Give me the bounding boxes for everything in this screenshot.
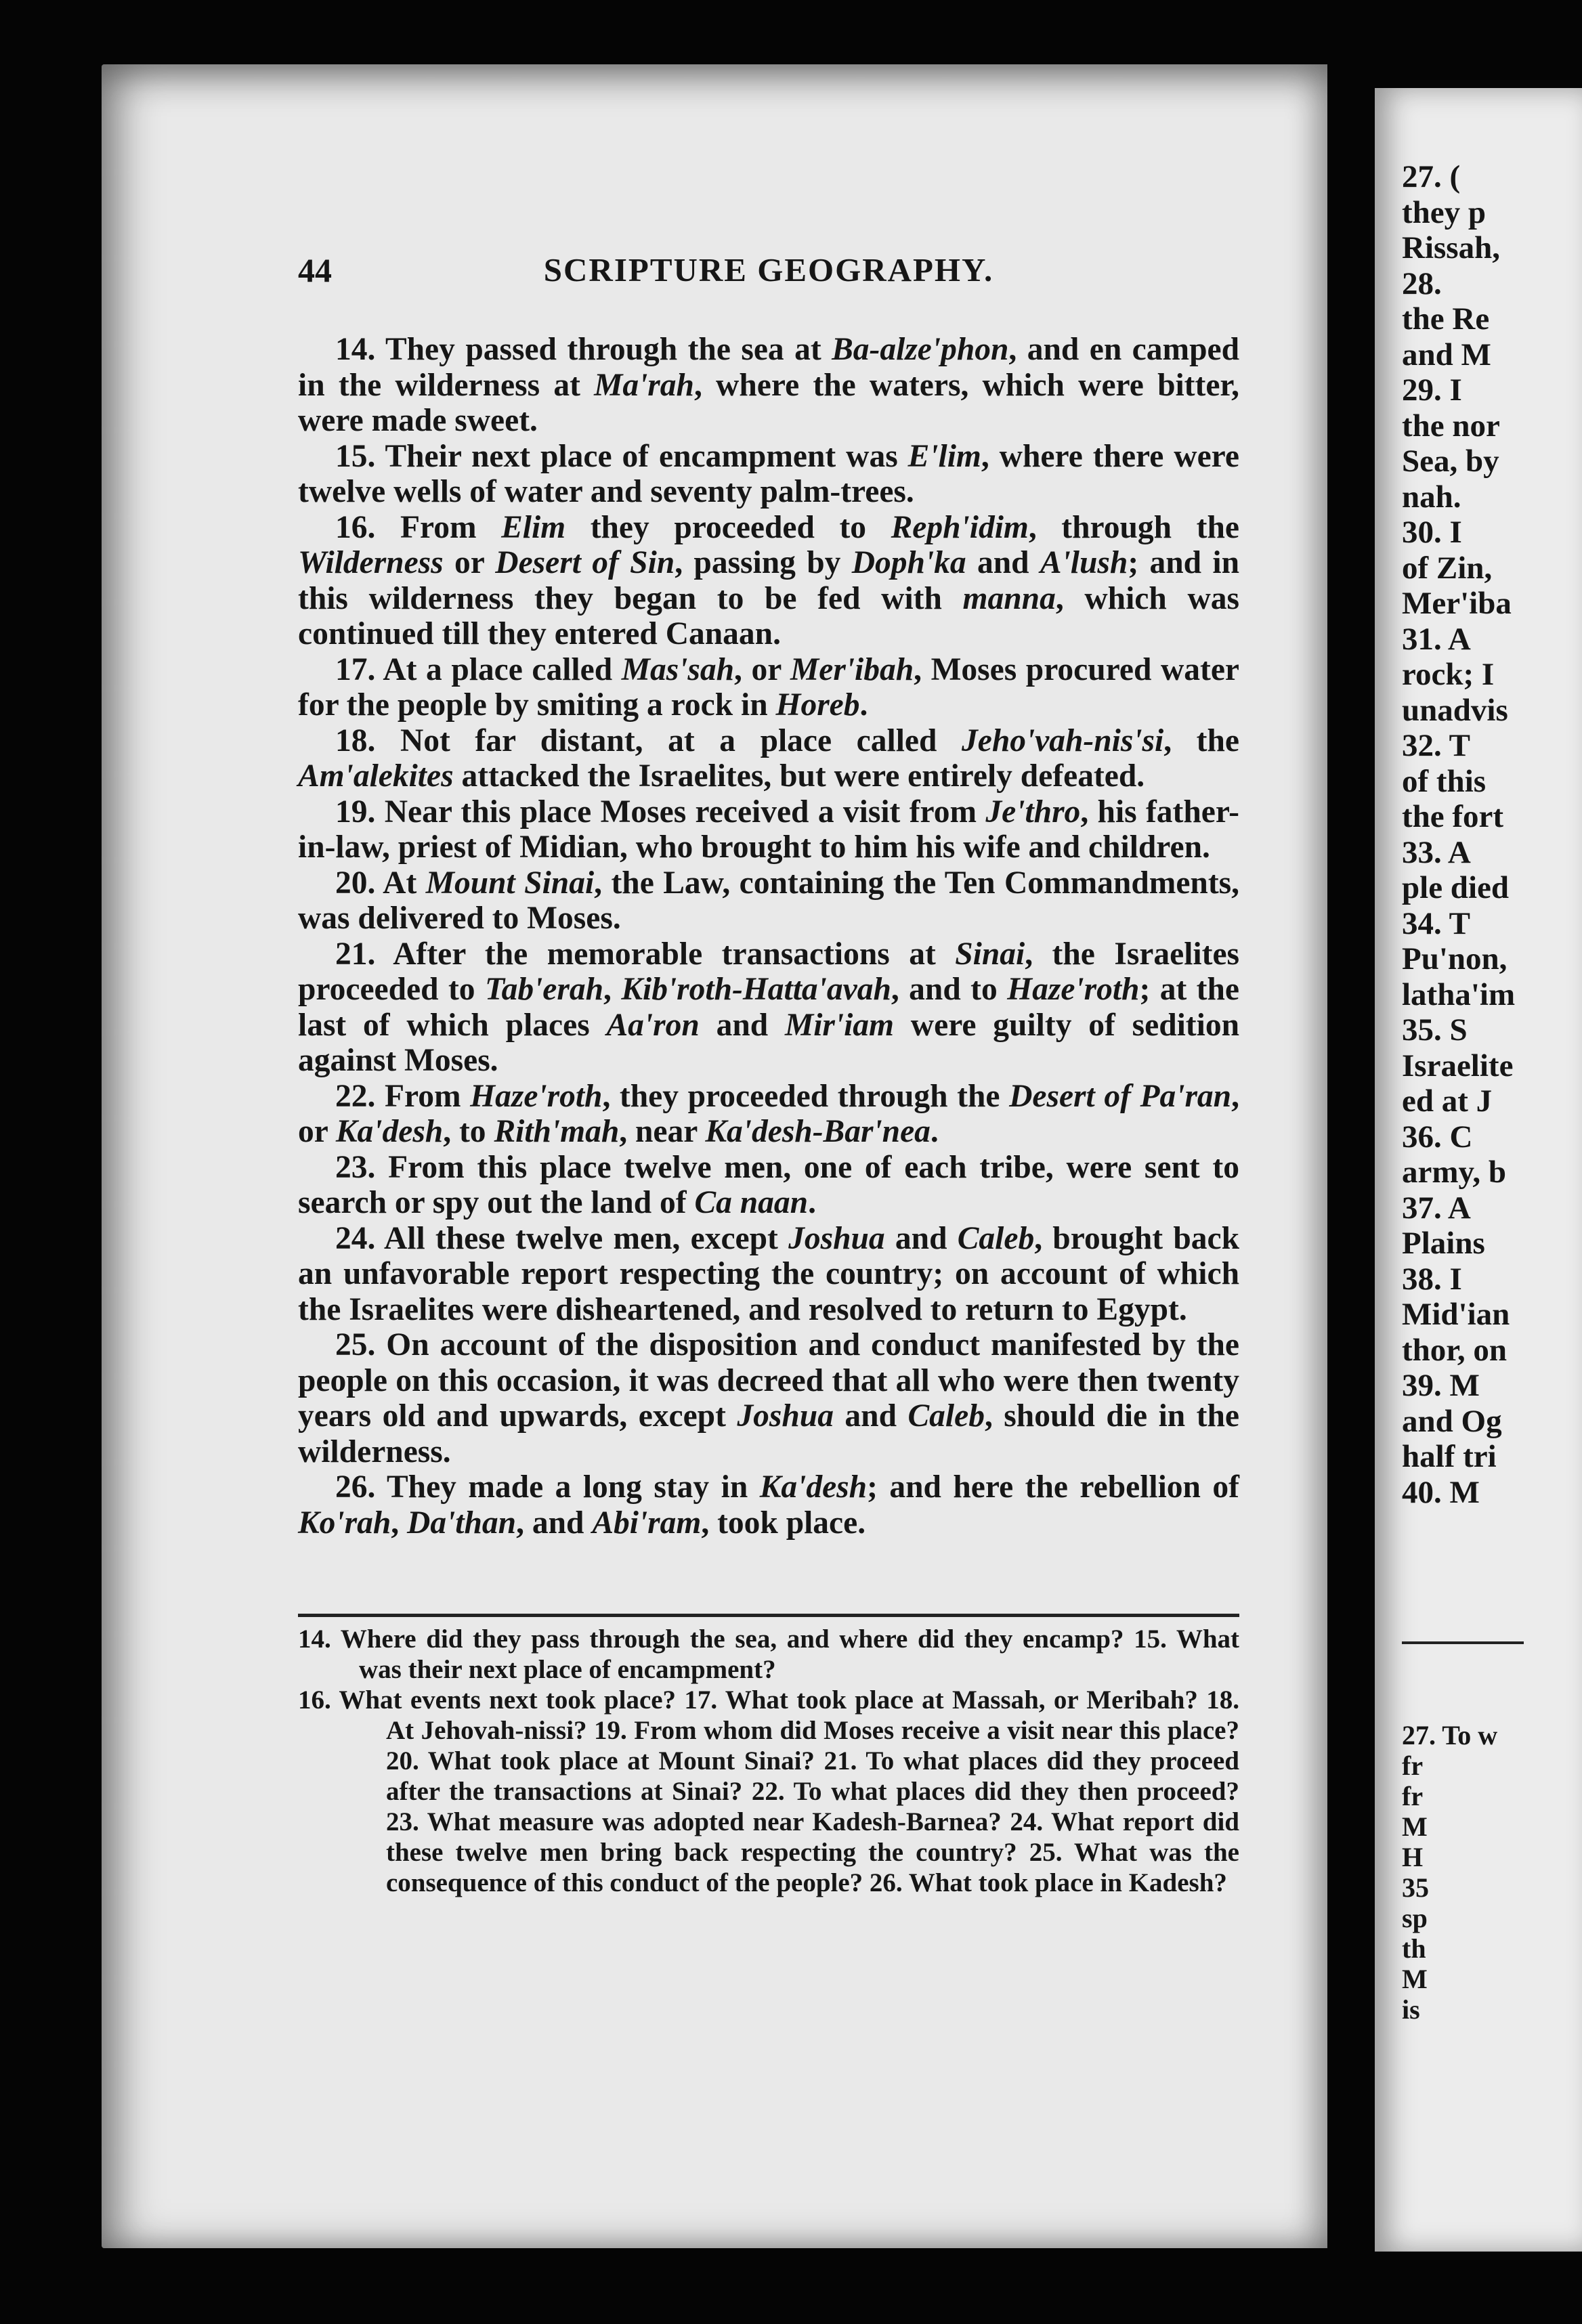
right-page-line: 31. A: [1402, 621, 1471, 657]
right-page-divider: [1402, 1641, 1524, 1644]
right-page-question-line: fr: [1402, 1750, 1424, 1781]
right-page-line: 39. M: [1402, 1368, 1480, 1403]
right-page-question-line: H: [1402, 1842, 1424, 1872]
right-page-line: 38. I: [1402, 1261, 1462, 1297]
paragraph: 16. From Elim they proceeded to Reph'idim, through the Wilderness or Desert of Sin, passing by Doph'ka and A'lush; and in this wilderness they began to be fed with manna, which was continued till they entered Canaan.: [298, 509, 1239, 651]
paragraph: 17. At a place called Mas'sah, or Mer'ibah, Moses procured water for the people by smiting a rock in Horeb.: [298, 651, 1239, 723]
right-page-question-line: 35: [1402, 1872, 1429, 1903]
page-number: 44: [298, 251, 332, 289]
right-page-line: and M: [1402, 337, 1491, 372]
right-page-line: of Zin,: [1402, 550, 1493, 586]
right-page-question-line: 27. To w: [1402, 1720, 1498, 1750]
right-page-question-line: fr: [1402, 1781, 1424, 1811]
paragraph: 14. They passed through the sea at Ba-alze'phon, and en camped in the wilderness at Ma'rah, where the waters, which were bitter, were made sweet.: [298, 332, 1240, 438]
right-page-line: 34. T: [1402, 905, 1470, 941]
right-page-line: 40. M: [1402, 1474, 1480, 1510]
right-page-line: Plains: [1402, 1226, 1485, 1261]
right-page-line: they p: [1402, 194, 1487, 230]
right-page-line: 35. S: [1402, 1012, 1468, 1048]
right-page-line: of this: [1402, 763, 1487, 799]
right-page-line: 33. A: [1402, 834, 1471, 870]
question-block: 16. What events next took place? 17. What took place at Massah, or Meribah? 18. At Jehovah-nissi? 19. From whom did Moses receive a visit near this place? 20. What took place at Mount Sinai? 21. To what places did they proceed after the transactions at Sinai? 22. To what places did they then proceed? 23. What measure was adopted near Kadesh-Barnea? 24. What report did these twelve men bring back respecting the country? 25. What was the consequence of this conduct of the people? 26. What took place in Kadesh?: [298, 1685, 1239, 1897]
review-questions: [298, 1624, 1239, 1898]
right-page-question-line: th: [1402, 1933, 1426, 1964]
right-page-question-line: is: [1402, 1994, 1420, 2025]
page-header: [298, 251, 1239, 298]
right-page-line: and Og: [1402, 1403, 1502, 1439]
right-page-line: Pu'non,: [1402, 941, 1508, 976]
right-page-line: nah.: [1402, 479, 1461, 515]
right-page-line: 36. C: [1402, 1119, 1473, 1155]
right-page-line: Rissah,: [1402, 230, 1500, 265]
paragraph: 20. At Mount Sinai, the Law, containing the Ten Commandments, was delivered to Moses.: [298, 865, 1240, 936]
paragraph: 18. Not far distant, at a place called Jeho'vah-nis'si, the Am'alekites attacked the Israelites, but were entirely defeated.: [298, 723, 1240, 794]
right-page-question-line: M: [1402, 1964, 1428, 1994]
right-page-line: Mid'ian: [1402, 1297, 1510, 1332]
right-page-line: 37. A: [1402, 1190, 1471, 1226]
right-page: [1375, 88, 1582, 2252]
right-page-line: half tri: [1402, 1439, 1497, 1474]
right-page-line: 30. I: [1402, 515, 1462, 550]
paragraph: 26. They made a long stay in Ka'desh; and here the rebellion of Ko'rah, Da'than, and Abi'ram, took place.: [298, 1469, 1239, 1541]
right-page-questions: [1402, 1720, 1497, 2025]
right-page-line: 27. (: [1402, 159, 1461, 194]
right-page-line: the nor: [1402, 408, 1500, 444]
paragraph: 19. Near this place Moses received a visit from Je'thro, his father-in-law, priest of Midian, who brought to him his wife and children.: [298, 794, 1240, 865]
paragraph: 23. From this place twelve men, one of each tribe, were sent to search or spy out the land of Ca naan.: [298, 1149, 1239, 1220]
right-page-line: ple died: [1402, 870, 1510, 905]
right-page-line: Sea, by: [1402, 444, 1499, 479]
question-block: 14. Where did they pass through the sea, and where did they encamp? 15. What was their next place of encampment?: [298, 1624, 1239, 1684]
right-page-question-line: M: [1402, 1811, 1428, 1842]
paragraph: 21. After the memorable transactions at Sinai, the Israelites proceeded to Tab'erah, Kib'roth-Hatta'avah, and to Haze'roth; at the last of which places Aa'ron and Mir'iam were guilty of sedition against Moses.: [298, 936, 1240, 1078]
right-page-line: unadvis: [1402, 692, 1508, 728]
right-page-line: thor, on: [1402, 1332, 1507, 1368]
body-text: [298, 332, 1239, 1541]
right-page-text: [1402, 159, 1537, 1510]
right-page-question-line: sp: [1402, 1903, 1428, 1933]
right-page-line: 28.: [1402, 265, 1442, 301]
running-head: SCRIPTURE GEOGRAPHY.: [543, 251, 994, 288]
right-page-line: army, b: [1402, 1155, 1507, 1190]
right-page-line: Mer'iba: [1402, 586, 1512, 621]
right-page-line: 29. I: [1402, 372, 1462, 408]
right-page-line: rock; I: [1402, 657, 1495, 692]
right-page-line: ed at J: [1402, 1083, 1493, 1119]
right-page-line: Israelite: [1402, 1048, 1514, 1083]
right-page-line: the fort: [1402, 799, 1504, 834]
paragraph: 24. All these twelve men, except Joshua and Caleb, brought back an unfavorable report respecting the country; on account of which the Israelites were disheartened, and resolved to return to Egypt.: [298, 1220, 1239, 1327]
paragraph: 25. On account of the disposition and conduct manifested by the people on this occasion, it was decreed that all who were then twenty years old and upwards, except Joshua and Caleb, should die in the wilderness.: [298, 1327, 1239, 1469]
paragraph: 15. Their next place of encampment was E'lim, where there were twelve wells of water and seventy palm-trees.: [298, 438, 1239, 509]
paragraph: 22. From Haze'roth, they proceeded through the Desert of Pa'ran, or Ka'desh, to Rith'mah, near Ka'desh-Bar'nea.: [298, 1078, 1239, 1149]
section-divider: [298, 1614, 1239, 1617]
right-page-line: the Re: [1402, 301, 1490, 337]
right-page-line: latha'im: [1402, 976, 1516, 1012]
right-page-line: 32. T: [1402, 728, 1470, 763]
